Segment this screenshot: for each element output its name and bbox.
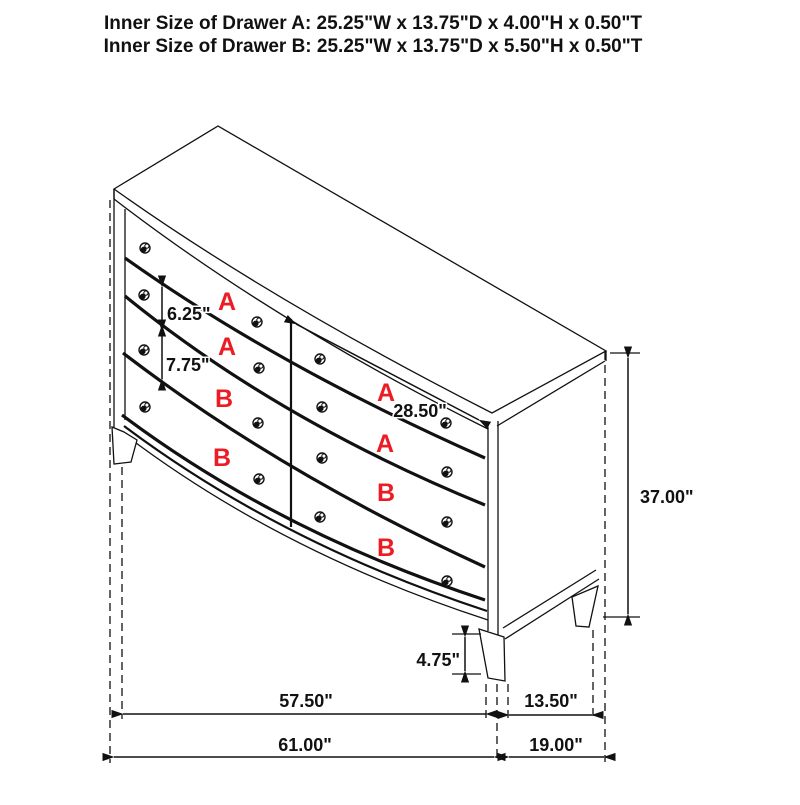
drawer-letter-right-1: A [376, 379, 396, 407]
dim-label-overall-width: 61.00" [278, 735, 332, 755]
dresser-drawing [112, 126, 606, 681]
dim-label-leg-height: 4.75" [416, 650, 460, 670]
dim-label-drawer-b-front-height: 7.75" [166, 355, 210, 375]
title-drawer-b-size: Inner Size of Drawer B: 25.25"W x 13.75"D x 5.50"H x 0.50"T [103, 36, 643, 57]
drawer-letter-left-1: A [217, 288, 237, 316]
dim-label-overall-height: 37.00" [640, 487, 694, 507]
front-right-leg [479, 629, 505, 681]
back-right-leg [572, 586, 598, 627]
title-drawer-a-size: Inner Size of Drawer A: 25.25"W x 13.75"D x 4.00"H x 0.50"T [103, 13, 643, 34]
dim-label-overall-depth: 19.00" [529, 735, 583, 755]
drawer-letter-right-4: B [376, 534, 396, 562]
drawer-letter-left-3: B [214, 385, 234, 413]
drawer-letter-right-3: B [376, 479, 396, 507]
dim-label-drawer-a-front-height: 6.25" [167, 304, 211, 324]
drawer-letter-right-2: A [375, 430, 395, 458]
dim-label-top-drawer-width: 28.50" [393, 401, 447, 421]
drawer-letter-left-2: A [217, 333, 237, 361]
drawer-letter-left-4: B [212, 444, 232, 472]
dim-label-front-width-between-legs: 57.50" [279, 691, 333, 711]
dim-label-side-depth-between-legs: 13.50" [524, 691, 578, 711]
